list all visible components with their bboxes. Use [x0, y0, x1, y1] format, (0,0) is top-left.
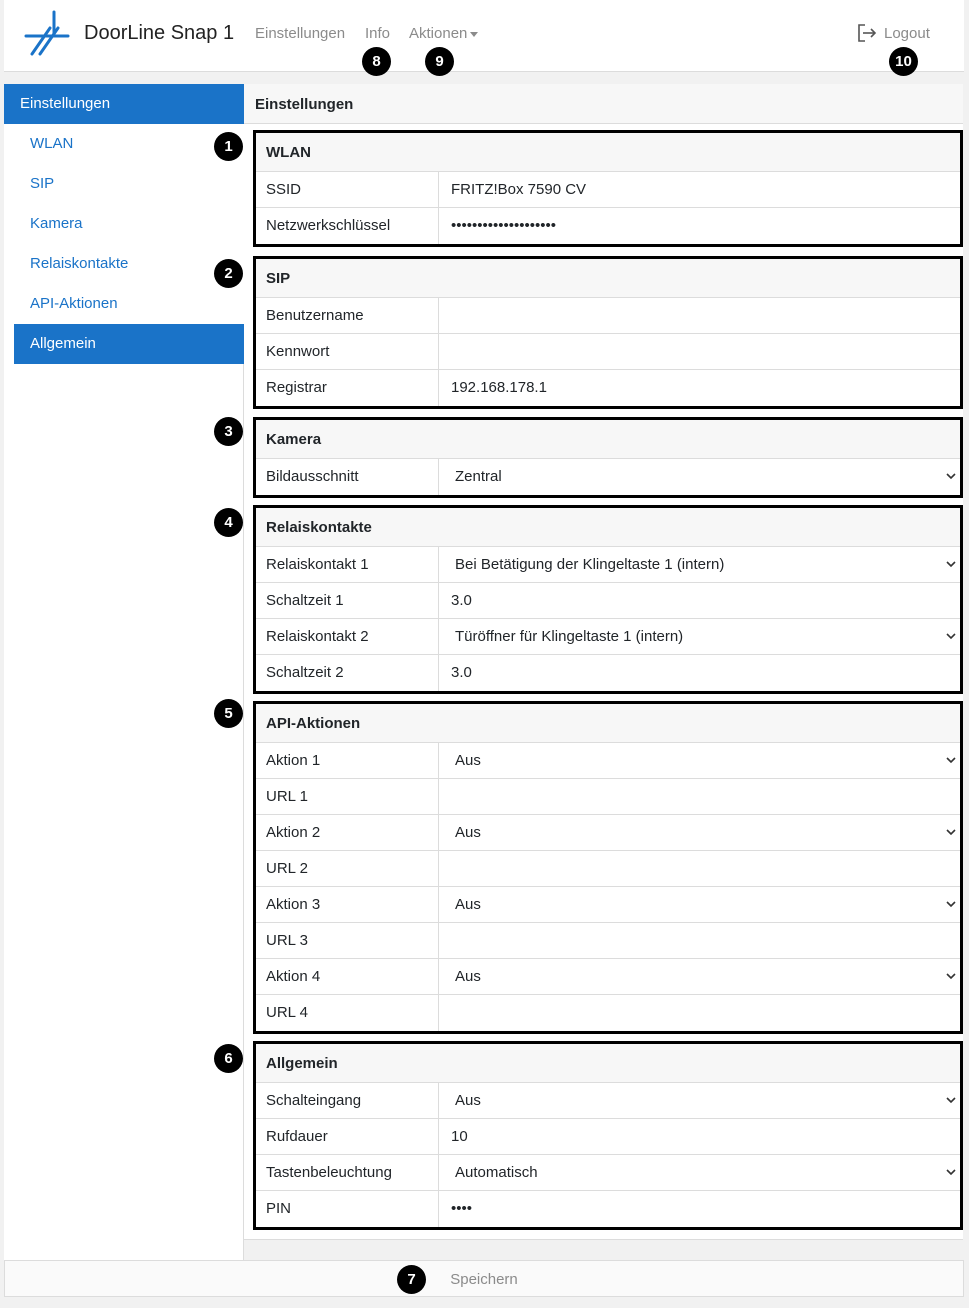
- save-label: Speichern: [450, 1271, 518, 1288]
- general-title: Allgemein: [256, 1044, 960, 1083]
- wlan-title: WLAN: [256, 133, 960, 172]
- action-4-label: Aktion 4: [256, 959, 439, 994]
- action-3-value: Aus: [455, 896, 481, 913]
- chevron-down-icon: [946, 471, 956, 481]
- sidebar-item-allgemein[interactable]: Allgemein: [14, 324, 244, 364]
- url-4-input[interactable]: [439, 995, 960, 1031]
- api-title: API-Aktionen: [256, 704, 960, 743]
- registrar-label: Registrar: [256, 370, 439, 406]
- action-2-value: Aus: [455, 824, 481, 841]
- sidebar: [4, 84, 244, 1260]
- relay-2-label: Relaiskontakt 2: [256, 619, 439, 654]
- annotation-badge-4: 4: [214, 508, 243, 537]
- sidebar-item-sip[interactable]: SIP: [30, 175, 55, 192]
- crop-select[interactable]: [439, 459, 960, 495]
- action-3-select[interactable]: [439, 887, 960, 922]
- camera-title: Kamera: [256, 420, 960, 459]
- relay-2-value: Türöffner für Klingeltaste 1 (intern): [455, 628, 684, 645]
- chevron-down-icon: [946, 1095, 956, 1105]
- save-button[interactable]: [4, 1260, 964, 1297]
- url-2-label: URL 2: [256, 851, 439, 886]
- action-3-label: Aktion 3: [256, 887, 439, 922]
- app-title: DoorLine Snap 1: [84, 22, 235, 44]
- sidebar-header[interactable]: Einstellungen: [4, 84, 244, 124]
- action-4-select[interactable]: [439, 959, 960, 994]
- annotation-badge-2: 2: [214, 259, 243, 288]
- action-1-value: Aus: [455, 752, 481, 769]
- network-key-input[interactable]: ••••••••••••••••••••: [451, 217, 557, 234]
- url-3-input[interactable]: [439, 923, 960, 958]
- logout-label: Logout: [884, 24, 930, 42]
- action-1-label: Aktion 1: [256, 743, 439, 778]
- sidebar-divider: [4, 364, 244, 1260]
- nav-settings-link[interactable]: Einstellungen: [255, 25, 346, 42]
- switch-input-select[interactable]: [439, 1083, 960, 1118]
- button-light-select[interactable]: [439, 1155, 960, 1190]
- annotation-badge-1: 1: [214, 132, 243, 161]
- annotation-badge-8: 8: [362, 47, 391, 76]
- chevron-down-icon: [946, 899, 956, 909]
- nav-actions-label: Aktionen: [409, 25, 468, 42]
- general-section: [253, 1041, 963, 1230]
- crop-value: Zentral: [455, 468, 502, 485]
- username-input[interactable]: [439, 298, 960, 333]
- wlan-section: [253, 130, 963, 247]
- logout-icon: [856, 22, 878, 44]
- action-1-select[interactable]: [439, 743, 960, 778]
- nav-actions-dropdown[interactable]: [409, 25, 478, 42]
- pin-input[interactable]: ••••: [451, 1200, 473, 1217]
- ring-duration-input[interactable]: 10: [451, 1128, 468, 1145]
- doorline-logo-icon: [24, 10, 70, 58]
- relay-section: [253, 505, 963, 694]
- button-light-value: Automatisch: [455, 1164, 538, 1181]
- switch-time-1-input[interactable]: 3.0: [451, 592, 472, 609]
- switch-input-label: Schalteingang: [256, 1083, 439, 1118]
- chevron-down-icon: [946, 1167, 956, 1177]
- sidebar-item-api-aktionen[interactable]: API-Aktionen: [30, 295, 118, 312]
- annotation-badge-6: 6: [214, 1044, 243, 1073]
- annotation-badge-9: 9: [425, 47, 454, 76]
- crop-label: Bildausschnitt: [256, 459, 439, 495]
- sip-title: SIP: [256, 259, 960, 298]
- caret-down-icon: [470, 32, 478, 37]
- sip-section: [253, 256, 963, 409]
- action-2-select[interactable]: [439, 815, 960, 850]
- network-key-label: Netzwerkschlüssel: [256, 208, 439, 244]
- password-input[interactable]: [439, 334, 960, 369]
- action-4-value: Aus: [455, 968, 481, 985]
- ssid-input[interactable]: FRITZ!Box 7590 CV: [451, 181, 587, 198]
- chevron-down-icon: [946, 827, 956, 837]
- switch-time-2-label: Schaltzeit 2: [256, 655, 439, 691]
- registrar-input[interactable]: 192.168.178.1: [451, 379, 547, 396]
- switch-time-1-label: Schaltzeit 1: [256, 583, 439, 618]
- sidebar-item-relaiskontakte[interactable]: Relaiskontakte: [30, 255, 129, 272]
- url-4-label: URL 4: [256, 995, 439, 1031]
- ring-duration-label: Rufdauer: [256, 1119, 439, 1154]
- relay-1-label: Relaiskontakt 1: [256, 547, 439, 582]
- chevron-down-icon: [946, 971, 956, 981]
- api-section: [253, 701, 963, 1034]
- logout-button[interactable]: [856, 22, 930, 44]
- annotation-badge-3: 3: [214, 417, 243, 446]
- url-1-label: URL 1: [256, 779, 439, 814]
- relay-2-select[interactable]: [439, 619, 960, 654]
- top-navbar: [4, 0, 964, 72]
- button-light-label: Tastenbeleuchtung: [256, 1155, 439, 1190]
- sidebar-item-wlan[interactable]: WLAN: [30, 135, 74, 152]
- relay-1-value: Bei Betätigung der Klingeltaste 1 (intern): [455, 556, 725, 573]
- page-title: Einstellungen: [244, 84, 963, 124]
- ssid-label: SSID: [256, 172, 439, 207]
- annotation-badge-5: 5: [214, 699, 243, 728]
- action-2-label: Aktion 2: [256, 815, 439, 850]
- camera-section: [253, 417, 963, 498]
- username-label: Benutzername: [256, 298, 439, 333]
- pin-label: PIN: [256, 1191, 439, 1227]
- url-3-label: URL 3: [256, 923, 439, 958]
- chevron-down-icon: [946, 631, 956, 641]
- annotation-badge-10: 10: [889, 47, 918, 76]
- switch-input-value: Aus: [455, 1092, 481, 1109]
- chevron-down-icon: [946, 559, 956, 569]
- relay-1-select[interactable]: [439, 547, 960, 582]
- switch-time-2-input[interactable]: 3.0: [451, 664, 472, 681]
- annotation-badge-7: 7: [397, 1265, 426, 1294]
- chevron-down-icon: [946, 755, 956, 765]
- url-1-input[interactable]: [439, 779, 960, 814]
- sidebar-item-kamera[interactable]: Kamera: [30, 215, 83, 232]
- nav-info-link[interactable]: Info: [365, 25, 391, 42]
- password-label: Kennwort: [256, 334, 439, 369]
- relay-title: Relaiskontakte: [256, 508, 960, 547]
- url-2-input[interactable]: [439, 851, 960, 886]
